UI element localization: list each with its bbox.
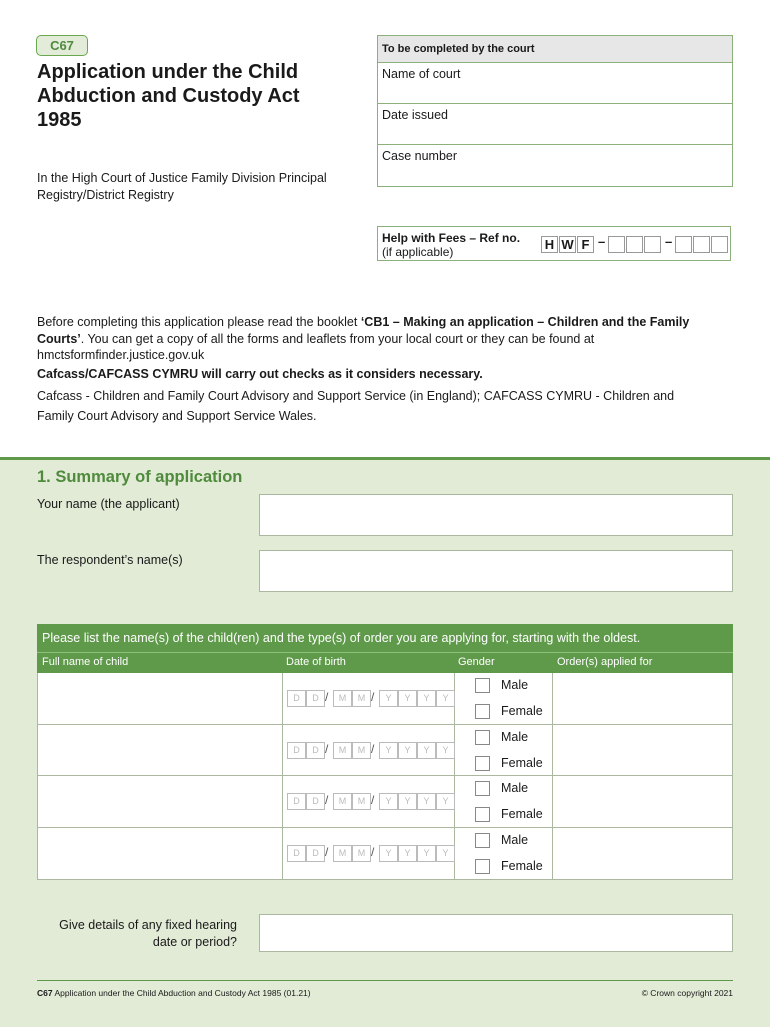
dob-digit-input[interactable]: D xyxy=(306,742,325,759)
section-1-title: 1. Summary of application xyxy=(37,468,243,486)
child-row xyxy=(38,828,732,880)
male-checkbox[interactable] xyxy=(475,730,490,745)
male-checkbox[interactable] xyxy=(475,833,490,848)
female-checkbox[interactable] xyxy=(475,756,490,771)
female-label: Female xyxy=(501,755,543,770)
orders-applied-input[interactable] xyxy=(553,673,732,724)
dob-digit-input[interactable]: D xyxy=(287,742,306,759)
dob-digit-input[interactable]: D xyxy=(287,690,306,707)
col-divider xyxy=(282,776,283,827)
page-title: Application under the Child Abduction and Custody Act 1985 xyxy=(37,61,300,131)
dob-digit-input[interactable]: Y xyxy=(379,793,398,810)
dob-digit-input[interactable]: Y xyxy=(379,742,398,759)
male-label: Male xyxy=(501,832,529,847)
female-label: Female xyxy=(501,807,543,821)
male-checkbox[interactable] xyxy=(475,678,490,693)
child-name-input[interactable] xyxy=(38,725,282,776)
date-separator: / xyxy=(371,690,375,704)
col-divider xyxy=(282,828,283,880)
dob-digit-input[interactable]: Y xyxy=(436,690,455,707)
dob-digit-input[interactable]: M xyxy=(333,845,352,862)
hwf-dash: – xyxy=(665,234,673,249)
date-separator: / xyxy=(325,844,329,859)
dob-digit-input[interactable]: Y xyxy=(436,742,455,759)
col-orders: Order(s) applied for xyxy=(557,656,653,668)
child-row xyxy=(38,673,732,725)
respondent-label: The respondent’s name(s) xyxy=(37,553,183,567)
dob-digit-input[interactable]: Y xyxy=(417,845,436,862)
dob-digit-input[interactable]: D xyxy=(306,690,325,707)
hwf-input-cell[interactable] xyxy=(626,236,643,253)
col-full-name: Full name of child xyxy=(42,656,129,668)
orders-applied-input[interactable] xyxy=(553,725,732,776)
cafcass-notice: Cafcass/CAFCASS CYMRU will carry out checks as it considers necessary. xyxy=(37,366,483,381)
dob-digit-input[interactable]: Y xyxy=(417,742,436,759)
dob-digit-input[interactable]: Y xyxy=(417,793,436,810)
male-checkbox[interactable] xyxy=(475,781,490,796)
date-separator: / xyxy=(371,793,375,807)
dob-digit-input[interactable]: Y xyxy=(379,845,398,862)
male-label: Male xyxy=(501,781,529,795)
dob-digit-input[interactable]: M xyxy=(333,742,352,759)
footer-form-info: C67 Application under the Child Abduction and Custody Act 1985 (01.21) xyxy=(37,988,311,998)
intro-text xyxy=(37,314,707,426)
hwf-prefix-h: H xyxy=(541,236,558,253)
dob-digit-input[interactable]: Y xyxy=(436,793,455,810)
hwf-label: Help with Fees – Ref no. xyxy=(382,231,521,245)
male-label: Male xyxy=(501,678,529,692)
child-row xyxy=(38,725,732,777)
children-table xyxy=(37,624,733,880)
cafcass-definition: Cafcass - Children and Family Court Advisory and Support Service (in England); CAFCASS CYMRU - Children and Family Court Advisory and Support Service Wales. xyxy=(37,389,675,423)
dob-digit-input[interactable]: M xyxy=(352,742,371,759)
date-separator: / xyxy=(371,844,375,859)
hwf-prefix-w: W xyxy=(559,236,576,253)
dob-digit-input[interactable]: D xyxy=(287,845,306,862)
date-separator: / xyxy=(371,741,375,756)
female-checkbox[interactable] xyxy=(475,704,490,719)
children-table-heading: Please list the name(s) of the child(ren) and the type(s) of order you are applying for, starting with the oldest. xyxy=(37,624,733,652)
dob-digit-input[interactable]: Y xyxy=(379,690,398,707)
hwf-input-cell[interactable] xyxy=(644,236,661,253)
dob-digit-input[interactable]: M xyxy=(333,793,352,810)
dob-digit-input[interactable]: M xyxy=(352,845,371,862)
children-table-body xyxy=(37,673,733,880)
hwf-prefix-f: F xyxy=(577,236,594,253)
children-table-columns xyxy=(37,652,733,673)
applicant-label: Your name (the applicant) xyxy=(37,497,180,511)
col-gender: Gender xyxy=(458,656,495,668)
hwf-input-cell[interactable] xyxy=(608,236,625,253)
dob-digit-input[interactable]: Y xyxy=(398,690,417,707)
intro-paragraph: Before completing this application please read the booklet ‘CB1 – Making an application – Children and the Family Courts’. You can get a copy of all the forms and leaflets from your local court or they can be found at hmctsformfinder.justice.gov.uk xyxy=(37,315,690,362)
hearing-details-input[interactable] xyxy=(259,914,733,952)
dob-digit-input[interactable]: Y xyxy=(398,793,417,810)
child-row xyxy=(38,776,732,828)
date-issued-field[interactable]: Date issued xyxy=(378,104,732,145)
dob-digit-input[interactable]: D xyxy=(287,793,306,810)
hwf-input-cell[interactable] xyxy=(675,236,692,253)
court-use-box xyxy=(377,35,733,187)
dob-digit-input[interactable]: D xyxy=(306,845,325,862)
hwf-input-cell[interactable] xyxy=(711,236,728,253)
case-number-field[interactable]: Case number xyxy=(382,149,458,163)
female-label: Female xyxy=(501,704,543,718)
female-label: Female xyxy=(501,858,543,873)
court-box-heading: To be completed by the court xyxy=(378,36,732,63)
court-name-field[interactable]: Name of court xyxy=(378,63,732,104)
orders-applied-input[interactable] xyxy=(553,828,732,880)
footer-divider xyxy=(37,980,733,981)
help-with-fees-box xyxy=(377,226,731,261)
applicant-name-input[interactable] xyxy=(259,494,733,536)
col-divider xyxy=(282,725,283,776)
date-separator: / xyxy=(325,690,329,704)
child-name-input[interactable] xyxy=(38,828,282,880)
female-checkbox[interactable] xyxy=(475,859,490,874)
dob-digit-input[interactable]: Y xyxy=(398,845,417,862)
dob-digit-input[interactable]: M xyxy=(352,793,371,810)
hwf-input-cell[interactable] xyxy=(693,236,710,253)
orders-applied-input[interactable] xyxy=(553,776,732,827)
dob-digit-input[interactable]: D xyxy=(306,793,325,810)
hwf-dash: – xyxy=(598,234,606,249)
col-divider xyxy=(282,673,283,724)
date-separator: / xyxy=(325,741,329,756)
dob-digit-input[interactable]: M xyxy=(352,690,371,707)
male-label: Male xyxy=(501,729,529,744)
female-checkbox[interactable] xyxy=(475,807,490,822)
col-date-of-birth: Date of birth xyxy=(286,656,346,668)
hwf-sub: (if applicable) xyxy=(382,245,454,259)
date-separator: / xyxy=(325,793,329,807)
footer-copyright: © Crown copyright 2021 xyxy=(641,988,733,998)
court-line: In the High Court of Justice Family Division Principal Registry/District Registry xyxy=(37,171,327,202)
dob-digit-input[interactable]: Y xyxy=(417,690,436,707)
child-name-input[interactable] xyxy=(38,673,282,724)
hearing-label: Give details of any fixed hearing date or period? xyxy=(59,918,237,949)
dob-digit-input[interactable]: Y xyxy=(398,742,417,759)
child-name-input[interactable] xyxy=(38,776,282,827)
dob-digit-input[interactable]: Y xyxy=(436,845,455,862)
form-code-badge: C67 xyxy=(36,35,88,56)
respondent-name-input[interactable] xyxy=(259,550,733,592)
dob-digit-input[interactable]: M xyxy=(333,690,352,707)
